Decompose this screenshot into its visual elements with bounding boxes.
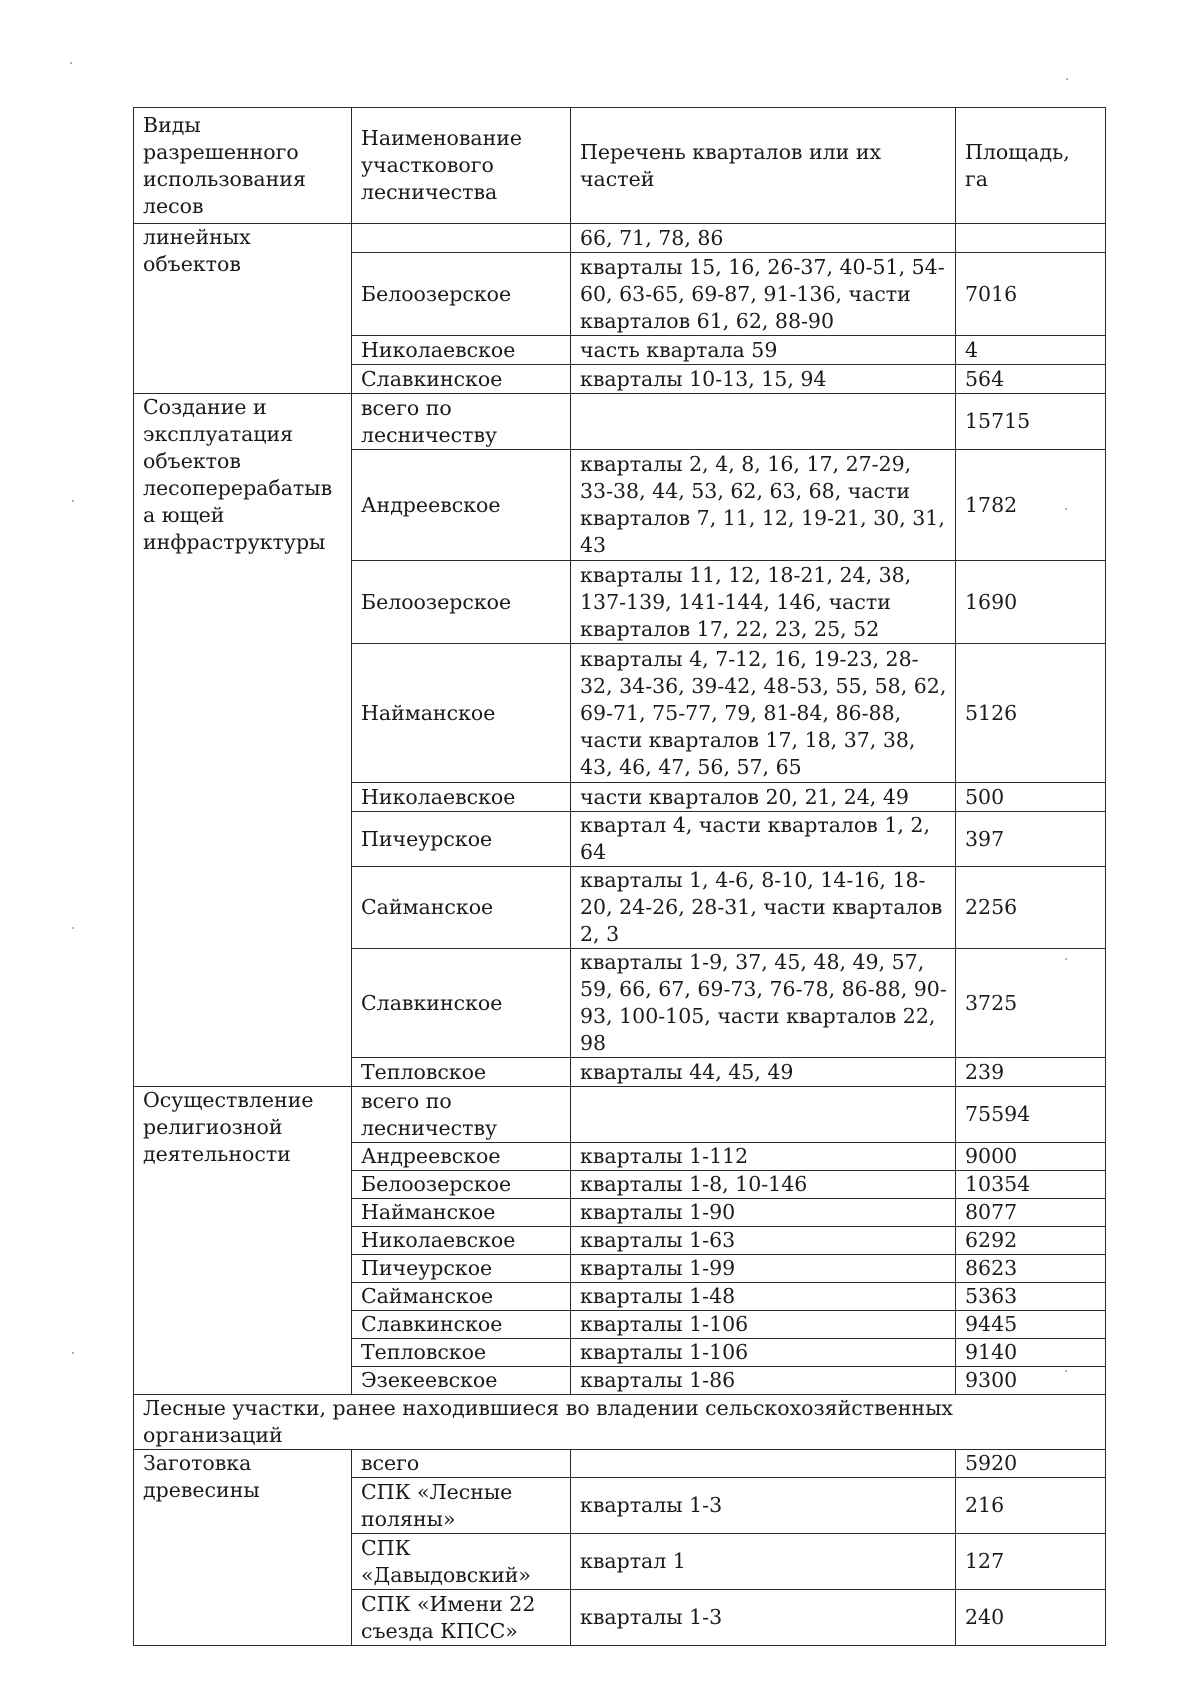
area-cell: 6292 [956, 1227, 1106, 1255]
quarters-cell: кварталы 1-9, 37, 45, 48, 49, 57, 59, 66, 67, 69-73, 76-78, 86-88, 90-93, 100-105, части кварталов 22, 98 [571, 949, 956, 1058]
forestry-cell: Эзекеевское [352, 1367, 571, 1395]
quarters-cell: кварталы 1-3 [571, 1590, 956, 1646]
scan-speck [1066, 78, 1068, 80]
forestry-cell: СПК «Давыдовский» [352, 1534, 571, 1590]
table-row [134, 394, 1106, 450]
area-cell: 397 [956, 812, 1106, 867]
area-cell: 75594 [956, 1087, 1106, 1143]
area-cell: 127 [956, 1534, 1106, 1590]
area-cell: 1690 [956, 561, 1106, 644]
quarters-cell: кварталы 2, 4, 8, 16, 17, 27-29, 33-38, 44, 53, 62, 63, 68, части кварталов 7, 11, 12, 19-21, 30, 31, 43 [571, 450, 956, 561]
forestry-cell: Сайманское [352, 867, 571, 949]
area-cell: 500 [956, 783, 1106, 812]
table-header-row [134, 108, 1106, 224]
area-cell: 2256 [956, 867, 1106, 949]
use-type-cell: Осуществление религиозной деятельности [134, 1087, 352, 1395]
area-cell: 9000 [956, 1143, 1106, 1171]
quarters-cell: часть квартала 59 [571, 336, 956, 365]
quarters-cell [571, 394, 956, 450]
table-row [134, 224, 1106, 253]
quarters-cell: квартал 1 [571, 1534, 956, 1590]
area-cell: 9445 [956, 1311, 1106, 1339]
area-cell: 8623 [956, 1255, 1106, 1283]
forestry-cell: Пичеурское [352, 812, 571, 867]
forestry-cell: Николаевское [352, 783, 571, 812]
area-cell: 9300 [956, 1367, 1106, 1395]
area-cell: 4 [956, 336, 1106, 365]
area-cell: 10354 [956, 1171, 1106, 1199]
quarters-cell: кварталы 1-99 [571, 1255, 956, 1283]
forestry-cell [352, 224, 571, 253]
forestry-cell: Белоозерское [352, 561, 571, 644]
quarters-cell: кварталы 10-13, 15, 94 [571, 365, 956, 394]
area-cell: 9140 [956, 1339, 1106, 1367]
forestry-cell: Славкинское [352, 365, 571, 394]
table-row [134, 1087, 1106, 1143]
forestry-cell: СПК «Лесные поляны» [352, 1478, 571, 1534]
area-cell: 564 [956, 365, 1106, 394]
forestry-cell: Андреевское [352, 1143, 571, 1171]
area-cell: 216 [956, 1478, 1106, 1534]
area-cell: 5920 [956, 1450, 1106, 1478]
forestry-cell: Найманское [352, 644, 571, 783]
quarters-cell: кварталы 1-8, 10-146 [571, 1171, 956, 1199]
quarters-cell: кварталы 44, 45, 49 [571, 1058, 956, 1087]
forest-use-table [133, 107, 1106, 1646]
quarters-cell: кварталы 15, 16, 26-37, 40-51, 54-60, 63-65, 69-87, 91-136, части кварталов 61, 62, 88-90 [571, 253, 956, 336]
forestry-cell: Тепловское [352, 1339, 571, 1367]
forestry-cell: Найманское [352, 1199, 571, 1227]
scan-speck [72, 500, 74, 502]
quarters-cell: кварталы 1-106 [571, 1311, 956, 1339]
table-row [134, 1450, 1106, 1478]
header-quarters: Перечень кварталов или их частей [571, 108, 956, 224]
quarters-cell [571, 1087, 956, 1143]
forestry-cell: Николаевское [352, 1227, 571, 1255]
use-type-cell: Создание и эксплуатация объектов лесоперерабатыва ющей инфраструктуры [134, 394, 352, 1087]
scan-speck [70, 62, 72, 64]
quarters-cell [571, 1450, 956, 1478]
forestry-cell: Николаевское [352, 336, 571, 365]
scan-speck [1065, 1370, 1067, 1372]
forestry-cell: всего по лесничеству [352, 394, 571, 450]
forestry-cell: Белоозерское [352, 253, 571, 336]
use-type-cell: линейных объектов [134, 224, 352, 394]
area-cell: 5363 [956, 1283, 1106, 1311]
scan-speck [72, 927, 74, 929]
forestry-cell: Тепловское [352, 1058, 571, 1087]
area-cell: 15715 [956, 394, 1106, 450]
area-cell: 3725 [956, 949, 1106, 1058]
quarters-cell: кварталы 1-48 [571, 1283, 956, 1311]
area-cell: 1782 [956, 450, 1106, 561]
quarters-cell: кварталы 1, 4-6, 8-10, 14-16, 18-20, 24-26, 28-31, части кварталов 2, 3 [571, 867, 956, 949]
section-title: Лесные участки, ранее находившиеся во владении сельскохозяйственных организаций [134, 1395, 1106, 1450]
quarters-cell: квартал 4, части кварталов 1, 2, 64 [571, 812, 956, 867]
forestry-cell: Славкинское [352, 1311, 571, 1339]
use-type-cell: Заготовка древесины [134, 1450, 352, 1646]
forestry-cell: Пичеурское [352, 1255, 571, 1283]
forestry-cell: Белоозерское [352, 1171, 571, 1199]
area-cell: 239 [956, 1058, 1106, 1087]
quarters-cell: кварталы 1-90 [571, 1199, 956, 1227]
header-use-type: Виды разрешенного использования лесов [134, 108, 352, 224]
scan-speck [1065, 958, 1067, 960]
area-cell: 5126 [956, 644, 1106, 783]
quarters-cell: кварталы 1-63 [571, 1227, 956, 1255]
section-title-row [134, 1395, 1106, 1450]
quarters-cell: кварталы 4, 7-12, 16, 19-23, 28-32, 34-36, 39-42, 48-53, 55, 58, 62, 69-71, 75-77, 79, 81-84, 86-88, части кварталов 17, 18, 37, 38, 43, 46, 47, 56, 57, 65 [571, 644, 956, 783]
area-cell [956, 224, 1106, 253]
header-forestry: Наименование участкового лесничества [352, 108, 571, 224]
forestry-cell: Сайманское [352, 1283, 571, 1311]
quarters-cell: части кварталов 20, 21, 24, 49 [571, 783, 956, 812]
area-cell: 7016 [956, 253, 1106, 336]
quarters-cell: кварталы 1-86 [571, 1367, 956, 1395]
quarters-cell: кварталы 11, 12, 18-21, 24, 38, 137-139, 141-144, 146, части кварталов 17, 22, 23, 25, 52 [571, 561, 956, 644]
scan-speck [72, 1352, 74, 1354]
quarters-cell: 66, 71, 78, 86 [571, 224, 956, 253]
area-cell: 8077 [956, 1199, 1106, 1227]
area-cell: 240 [956, 1590, 1106, 1646]
forestry-cell: СПК «Имени 22 съезда КПСС» [352, 1590, 571, 1646]
forestry-cell: всего [352, 1450, 571, 1478]
forestry-cell: всего по лесничеству [352, 1087, 571, 1143]
quarters-cell: кварталы 1-112 [571, 1143, 956, 1171]
forestry-cell: Славкинское [352, 949, 571, 1058]
scan-speck [1065, 508, 1067, 510]
forestry-cell: Андреевское [352, 450, 571, 561]
quarters-cell: кварталы 1-106 [571, 1339, 956, 1367]
quarters-cell: кварталы 1-3 [571, 1478, 956, 1534]
header-area: Площадь, га [956, 108, 1106, 224]
